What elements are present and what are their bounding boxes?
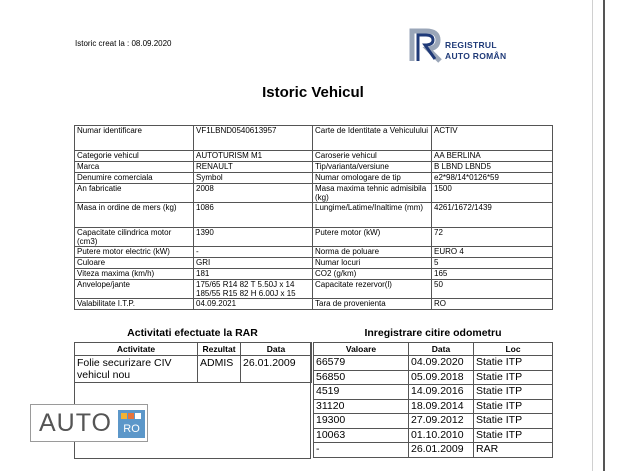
- spec-label: Putere motor electric (kW): [75, 247, 194, 258]
- spec-row: [75, 258, 553, 269]
- spec-row: [75, 173, 553, 184]
- odometer-title: Inregistrare citire odometru: [364, 327, 502, 339]
- spec-value: GRI: [194, 258, 313, 269]
- table-cell: Statie ITP: [474, 399, 553, 414]
- spec-value: AUTOTURISM M1: [194, 151, 313, 162]
- table-cell: Statie ITP: [474, 414, 553, 429]
- table-cell: 18.09.2014: [409, 399, 474, 414]
- spec-label: Carte de Identitate a Vehiculului: [313, 126, 432, 151]
- spec-value: 175/65 R14 82 T 5.50J x 14 185/55 R15 82 H 6.00J x 15: [194, 280, 313, 299]
- spec-label: Masa maxima tehnic admisibila (kg): [313, 184, 432, 203]
- logo-line-1: REGISTRUL: [445, 40, 497, 50]
- col-header: Activitate: [75, 343, 198, 356]
- table-cell: 4519: [314, 385, 409, 400]
- spec-label: Tara de provenienta: [313, 299, 432, 310]
- col-header: Data: [409, 343, 474, 356]
- spec-value: e2*98/14*0126*59: [432, 173, 553, 184]
- spec-row: [75, 203, 553, 228]
- spec-row: [75, 162, 553, 173]
- spec-label: Marca: [75, 162, 194, 173]
- spec-label: Tip/varianta/versiune: [313, 162, 432, 173]
- spec-label: Norma de poluare: [313, 247, 432, 258]
- table-row: [314, 385, 553, 400]
- spec-label: Capacitate cilindrica motor (cm3): [75, 228, 194, 247]
- table-cell: 66579: [314, 356, 409, 371]
- spec-value: 5: [432, 258, 553, 269]
- badge-square: [118, 410, 145, 438]
- spec-label: An fabricatie: [75, 184, 194, 203]
- spec-value: Symbol: [194, 173, 313, 184]
- spec-value: 04.09.2021: [194, 299, 313, 310]
- spec-label: Capacitate rezervor(l): [313, 280, 432, 299]
- spec-value: 50: [432, 280, 553, 299]
- spec-label: Culoare: [75, 258, 194, 269]
- table-cell: -: [314, 443, 409, 458]
- rar-logo-icon: [408, 25, 448, 65]
- page-title: Istoric Vehicul: [262, 84, 364, 101]
- table-cell: 01.10.2010: [409, 428, 474, 443]
- table-row: [314, 414, 553, 429]
- spec-label: Denumire comerciala: [75, 173, 194, 184]
- viewer-scrollbar[interactable]: [592, 0, 626, 471]
- spec-label: Masa in ordine de mers (kg): [75, 203, 194, 228]
- spec-value: 4261/1672/1439: [432, 203, 553, 228]
- spec-value: 1390: [194, 228, 313, 247]
- table-cell: Statie ITP: [474, 370, 553, 385]
- table-cell: Statie ITP: [474, 428, 553, 443]
- spec-label: Anvelope/jante: [75, 280, 194, 299]
- table-row: [314, 443, 553, 458]
- badge-sub: RO: [123, 423, 140, 435]
- badge-text: AUTO: [39, 409, 112, 437]
- spec-value: RO: [432, 299, 553, 310]
- table-row: [314, 428, 553, 443]
- created-date: Istoric creat la : 08.09.2020: [75, 39, 172, 48]
- col-header: Data: [241, 343, 312, 356]
- table-cell: 26.01.2009: [409, 443, 474, 458]
- spec-row: [75, 299, 553, 310]
- spec-label: CO2 (g/km): [313, 269, 432, 280]
- spec-value: 72: [432, 228, 553, 247]
- spec-label: Valabilitate I.T.P.: [75, 299, 194, 310]
- table-row: [75, 356, 312, 383]
- spec-value: 1086: [194, 203, 313, 228]
- table-cell: 31120: [314, 399, 409, 414]
- spec-label: Lungime/Latime/Inaltime (mm): [313, 203, 432, 228]
- spec-row: [75, 151, 553, 162]
- table-cell: 19300: [314, 414, 409, 429]
- spec-label: Caroserie vehicul: [313, 151, 432, 162]
- rar-activities-title: Activitati efectuate la RAR: [127, 327, 258, 339]
- spec-row: [75, 280, 553, 299]
- table-cell: Statie ITP: [474, 356, 553, 371]
- rar-activities-table: [74, 342, 312, 383]
- logo-line-2: AUTO ROMÂN: [445, 51, 507, 61]
- spec-value: AA BERLINA: [432, 151, 553, 162]
- vehicle-specs-table: [74, 125, 553, 310]
- table-row: [314, 399, 553, 414]
- spec-value: RENAULT: [194, 162, 313, 173]
- spec-label: Numar locuri: [313, 258, 432, 269]
- spec-label: Numar omologare de tip: [313, 173, 432, 184]
- spec-row: [75, 228, 553, 247]
- table-cell: 10063: [314, 428, 409, 443]
- table-cell: 04.09.2020: [409, 356, 474, 371]
- table-cell: 56850: [314, 370, 409, 385]
- spec-label: Putere motor (kW): [313, 228, 432, 247]
- rar-logo-text: [445, 40, 506, 62]
- spec-value: 181: [194, 269, 313, 280]
- spec-value: 165: [432, 269, 553, 280]
- col-header: Loc: [474, 343, 553, 356]
- spec-value: 2008: [194, 184, 313, 203]
- spec-value: -: [194, 247, 313, 258]
- spec-label: Categorie vehicul: [75, 151, 194, 162]
- odometer-table: [313, 342, 553, 458]
- spec-value: B LBND LBND5: [432, 162, 553, 173]
- spec-row: [75, 126, 553, 151]
- spec-row: [75, 247, 553, 258]
- table-cell: 26.01.2009: [241, 356, 312, 383]
- spec-value: VF1LBND0540613957: [194, 126, 313, 151]
- spec-row: [75, 269, 553, 280]
- auto-ro-watermark: [30, 404, 148, 442]
- table-cell: Folie securizare CIV vehicul nou: [75, 356, 198, 383]
- spec-value: ACTIV: [432, 126, 553, 151]
- table-cell: 14.09.2016: [409, 385, 474, 400]
- spec-value: 1500: [432, 184, 553, 203]
- col-header: Valoare: [314, 343, 409, 356]
- spec-label: Viteza maxima (km/h): [75, 269, 194, 280]
- table-cell: 05.09.2018: [409, 370, 474, 385]
- spec-label: Numar identificare: [75, 126, 194, 151]
- table-cell: RAR: [474, 443, 553, 458]
- spec-row: [75, 184, 553, 203]
- table-cell: ADMIS: [198, 356, 241, 383]
- spec-value: EURO 4: [432, 247, 553, 258]
- table-row: [314, 356, 553, 371]
- table-cell: 27.09.2012: [409, 414, 474, 429]
- table-cell: Statie ITP: [474, 385, 553, 400]
- col-header: Rezultat: [198, 343, 241, 356]
- table-row: [314, 370, 553, 385]
